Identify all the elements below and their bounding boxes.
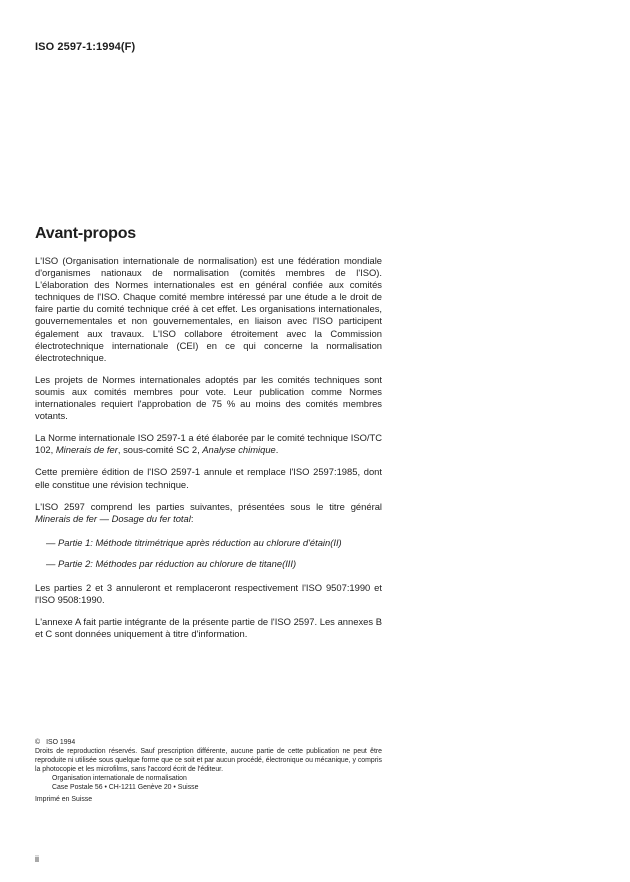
organization-address: Case Postale 56 • CH-1211 Genève 20 • Suisse (52, 784, 199, 791)
committee-text-c: , sous-comité SC 2, (117, 444, 203, 456)
copyright-symbol: © (35, 739, 41, 746)
committee-text-a: La Norme internationale ISO 2597-1 a été élaborée par le comité technique ISO/TC 102, (35, 432, 382, 456)
printed-in: Imprimé en Suisse (35, 796, 93, 803)
part-1-text: — Partie 1: Méthode titrimétrique après réduction au chlorure d'étain(II) (46, 536, 342, 548)
paragraph-committee (35, 432, 382, 456)
list-item-part-2 (35, 558, 382, 570)
document-id: ISO 2597-1:1994(F) (35, 41, 136, 53)
paragraph-replacement: Les parties 2 et 3 annuleront et remplaceront respectivement l'ISO 9507:1990 et l'ISO 9508:1990. (35, 581, 382, 606)
page-title: Avant-propos (35, 225, 137, 242)
parts-text-c: : (190, 512, 194, 524)
general-title: Minerais de fer — Dosage du fer total (35, 512, 191, 524)
page-number: ii (35, 854, 39, 864)
committee-title: Minerais de fer (55, 444, 118, 456)
foreword-body (35, 255, 382, 650)
paragraph-iso-intro: L'ISO (Organisation internationale de normalisation) est une fédération mondiale d'organismes nationaux de normalisation (comités membres de l'ISO). L'élaboration des Normes internationales est en général confiée aux comités techniques de l'ISO. Chaque comité membre intéressé par une étude a le droit de faire partie du comité technique créé à cet effet. Les organisations internationales, gouvernementales et non gouvernementales, en liaison avec l'ISO participent également aux travaux. L'ISO collabore étroitement avec la Commission électrotechnique internationale (CEI) en ce qui concerne la normalisation électrotechnique. (35, 255, 382, 363)
subcommittee-title: Analyse chimique (202, 444, 276, 456)
organization-name: Organisation internationale de normalisation (52, 775, 187, 782)
paragraph-drafts: Les projets de Normes internationales adoptés par les comités techniques sont soumis aux comités membres pour vote. Leur publication comme Normes internationales requiert l'approbation de 75 % au moins des comités membres votants. (35, 373, 382, 422)
committee-text-e: . (275, 444, 279, 456)
copyright-line (35, 738, 382, 747)
paragraph-annexes: L'annexe A fait partie intégrante de la présente partie de l'ISO 2597. Les annexes B et C sont données uniquement à titre d'information. (35, 616, 382, 640)
parts-text-a: L'ISO 2597 comprend les parties suivantes, présentées sous le titre général (35, 500, 382, 512)
paragraph-edition: Cette première édition de l'ISO 2597-1 annule et remplace l'ISO 2597:1985, dont elle constitue une révision technique. (35, 466, 382, 490)
part-2-text: — Partie 2: Méthodes par réduction au chlorure de titane(III) (46, 557, 297, 569)
copyright-year: ISO 1994 (46, 739, 76, 746)
paragraph-parts (35, 501, 382, 525)
rights-text: Droits de reproduction réservés. Sauf prescription différente, aucune partie de cette publication ne peut être reproduite ni utilisée sous quelque forme que ce soit et par aucun procédé, électronique ou mécanique, y compris la photocopie et les microfilms, sans l'accord écrit de l'éditeur. (35, 748, 382, 773)
list-item-part-1 (35, 537, 382, 549)
copyright-block (35, 738, 382, 804)
